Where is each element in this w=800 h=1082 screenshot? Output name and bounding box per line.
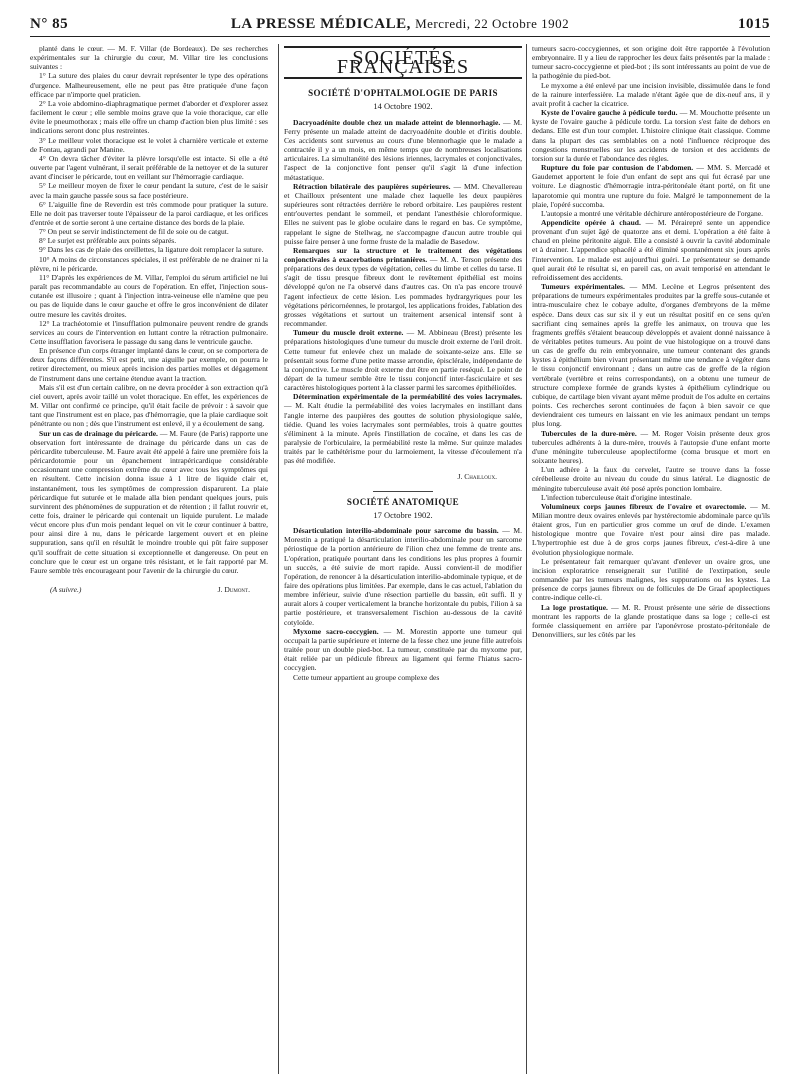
paragraph: Le présentateur fait remarquer qu'avant d'enlever un ovaire gros, une incision exploratrice renseignerait sur l'utilité de l'extirpation, seule commandée par les tumeurs malignes, les suppurations ou les kystes. La présence de corps jaunes fibreux ou de follicules de De Graaf apoplectiques contre-indique celle-ci.	[532, 556, 770, 603]
signature-line	[30, 575, 268, 594]
paragraph: L'infection tuberculeuse était d'origine intestinale.	[541, 492, 692, 502]
article-title: Dacryoadénite double chez un malade atteint de blennorhagie.	[293, 117, 501, 127]
article	[532, 429, 770, 466]
paragraph: 1° La suture des plaies du cœur devrait représenter le type des opérations d'urgence. Malheureusement, elle ne peut pas être pratiquée d'une façon efficace par n'importe quel praticien.	[30, 71, 268, 99]
article-body: — M. Morestin a pratiqué la désarticulation interilio-abdominale pour un sarcome périostique de la portion antérieure de l'ilion chez une femme de trente ans. L'opération, pratiquée pourtant dans les conditions les plus propres à fournir un succès, a été suivie de mort rapide. Aussi convient-il de modifier l'opération, de renoncer à la désarticulation interilio-abdominale typique, et de faire des opérations plus limitées. Par exemple, dans le cas actuel, l'ablation du membre inférieur, suivie d'une résection partielle du bassin, eût suffi. Il y aurait alors à couper verticalement la branche horizontale du pubis, l'ilion à sa partie postérieure, et transversalement l'ischion au-dessous de la cavité cotyloïde.	[284, 526, 522, 627]
article-body: — M. Morestin apporte une tumeur qui occupait la partie supérieure et interne de la fesse chez une jeune fille autrefois traitée pour un double pied-bot. La tumeur, constituée par du myxome pur, était reliée par un pédicule fibreux au ligament qui ferme l'hiatus sacro-coccygien.	[284, 626, 522, 673]
society-heading: SOCIÉTÉ ANATOMIQUE	[346, 496, 460, 507]
paragraph: 4° On devra tâcher d'éviter la plèvre lorsqu'elle est intacte. Si elle a été ouverte par l'agent vulnérant, il serait préférable de la nettoyer et de la suturer avant d'inciser le péricarde, tout en veillant sur l'hémorragie cardiaque.	[30, 153, 268, 182]
article-body: — MM. S. Mercadé et Gaudemet apportent le foie d'un enfant de sept ans qui fut écrasé par une voiture. Le diagnostic d'hémorragie intra-péritonéale étant porté, on fit une laparotomie qui montra une rupture du foie. Malgré le tamponnement de la plaie, l'opéré succomba.	[532, 163, 770, 209]
article	[284, 328, 522, 392]
article-title: Tumeur du muscle droit externe.	[293, 328, 404, 338]
column-1	[30, 44, 268, 1074]
paragraph: 6° L'aiguille fine de Reverdin est très commode pour pratiquer la suture. Elle ne doit pas traverser toute l'épaisseur de la paroi cardiaque, et les orifices d'entrée et de sortie seront à une certaine distance des bords de la plaie.	[30, 199, 268, 227]
article	[284, 182, 522, 246]
divider	[373, 491, 433, 492]
paragraph: Cette tumeur appartient au groupe complexe des	[293, 672, 440, 682]
article-body: — M. Pérairepré sente un appendice provenant d'un sujet âgé de quatorze ans et demi. L'opération a été faite à chaud en pleine péritonite aiguë. Elle a consisté à ouvrir la cavité abdominale et à drainer. L'appendice sphacélé a été éliminé spontanément six jours après l'intervention. Le malade est aujourd'hui guéri. Le présentateur se demande quel aurait été le résultat si, en pareil cas, on avait temporisé en attendant le refroidissement des accidents.	[532, 217, 770, 282]
article-title: Appendicite opérée à chaud.	[541, 217, 641, 227]
article-title: Tubercules de la dure-mère.	[541, 428, 637, 438]
paragraph: 8° Le surjet est préférable aux points séparés.	[39, 236, 177, 246]
article-body: — M. Kalt étudie la perméabilité des voies lacrymales en instillant dans l'angle interne des paupières des gouttes de solution physiologique salée, tiédie. Quand les voies lacrymales sont perméables, trois à quatre gouttes s'éliminent à la minute. Après l'instillation de cocaïne, et dans les cas de paralysie de l'orbiculaire, la perméabilité reste la même. Sur quinze malades traités par le cathétérisme pour du larmoiement, la vitesse d'écoulement n'a pas été modifiée.	[284, 401, 522, 466]
page-number: 1015	[738, 16, 770, 32]
to-be-continued: (A suivre.)	[50, 585, 82, 595]
article	[284, 392, 522, 465]
paragraph: tumeurs sacro-coccygiennes, et son origine doit être rapportée à l'évolution embryonnaire. Il y a lieu de rapprocher les deux faits présentés par la malade : tumeur sacro-coccygienne et pied-bot ; ils sont intéressants au point de vue de la pathogénie du pied-bot.	[532, 44, 770, 81]
article	[284, 246, 522, 328]
article	[532, 108, 770, 163]
article-title: Remarques sur la structure et le traitement des végétations conjonctivales à exacerbations printanières.	[284, 245, 522, 264]
masthead	[30, 16, 770, 33]
page-header	[30, 12, 770, 37]
article	[284, 627, 522, 673]
article-title: Détermination expérimentale de la perméabilité des voies lacrymales.	[293, 392, 522, 402]
paragraph: 3° Le meilleur volet thoracique est le volet à charnière verticale et externe de Fontau, agrandi par Manine.	[30, 135, 268, 154]
paragraph: L'un adhère à la faux du cervelet, l'autre se trouve dans la fosse cérébelleuse droite au niveau du coude du sinus latéral. Le diagnostic de méningite tuberculeuse avait été posé après ponction lombaire.	[532, 465, 770, 493]
article-body: — M. Abbineau (Brest) présente les préparations histologiques d'une tumeur du muscle droit externe de l'œil droit. Cette tumeur fut enlevée chez un malade de soixante-seize ans. Elle se présentait sous forme d'une petite masse arrondie, épisclérale, indépendante de la conjonctive. Le muscle droit externe dut être en partie reséqué. Le point de départ de la tumeur semble être le tissu conjonctif inter-fasciculaire et ses caractères histologiques portent à la classer parmi les sarcomes épithélioïdes.	[284, 328, 522, 393]
article-title: Rupture du foie par contusion de l'abdomen.	[541, 163, 694, 173]
article-body: — M. Mouchotte présente un kyste de l'ovaire gauche à pédicule tordu. La torsion s'est faite de dehors en dedans. Elle est d'un tour complet. L'histoire clinique était classique. Comme dans la plupart des cas semblables on a noté l'influence réciproque des congestions menstruelles sur les accidents de torsion et des accidents de torsion sur la durée et l'abondance des règles.	[532, 108, 770, 163]
paragraph: 5° Le meilleur moyen de fixer le cœur pendant la suture, c'est de le saisir avec la main gauche passée sous sa face postérieure.	[30, 181, 268, 200]
article	[532, 603, 770, 640]
section-banner: SOCIÉTÉS FRANÇAISES	[284, 46, 522, 79]
article	[532, 218, 770, 282]
session-date: 17 Octobre 1902.	[373, 509, 433, 520]
article-title: Tumeurs expérimentales.	[541, 282, 625, 292]
column-3	[526, 44, 770, 1074]
article-title: Désarticulation interilio-abdominale pour sarcome du bassin.	[293, 526, 499, 536]
paragraph: Le myxome a été enlevé par une incision invisible, dissimulée dans le fond de la rainure interfessière. La malade n'étant âgée que de dix-neuf ans, il y avait profit à cacher la cicatrice.	[532, 80, 770, 108]
paragraph: 10° A moins de circonstances spéciales, il est préférable de ne drainer ni la plèvre, ni le péricarde.	[30, 254, 268, 273]
issue-number: N° 85	[30, 16, 69, 32]
article-title: Volumineux corps jaunes fibreux de l'ovaire et ovarectomie.	[541, 501, 747, 511]
paragraph: 2° La voie abdomino-diaphragmatique permet d'aborder et d'explorer assez facilement le cœur ; elle semble moins grave que la voie thoracique, car elle évite le pneumothorax ; mais elle offre un champ d'action bien plus limité : ses indications seront donc plus restreintes.	[30, 98, 268, 136]
article-body: — M. Roger Voisin présente deux gros tubercules adhérents à la dure-mère, trouvés à l'autopsie d'une enfant morte d'une méningite tuberculeuse apoplectiforme (coma brusque et mort en soixante heures).	[532, 428, 770, 466]
article-body: — M. R. Proust présente une série de dissections montrant les rapports de la glande prostatique dans sa loge ; celle-ci est formée classiquement en arrière par l'aponévrose prostato-péritonéale de Denonvilliers, sur les côtés par les	[532, 602, 770, 639]
article-drainage	[30, 429, 268, 576]
article	[532, 282, 770, 429]
article-body: — MM. Chevallereau et Chailloux présentent une malade chez laquelle les deux paupières supérieures sont rétractées derrière le rebord orbitaire. Les paupières restent entr'ouvertes pendant le sommeil, et pendant l'anesthésie chloroformique. Elles ne suivent pas le globe oculaire dans le regard en bas. Ce symptôme, rappelant le signe de Stellwag, ne s'accompagne d'aucun autre trouble qui puisse faire penser à une forme fruste de la maladie de Basedow.	[284, 181, 522, 246]
paragraph: planté dans le cœur. — M. F. Villar (de Bordeaux). De ses recherches expérimentales sur la chirurgie du cœur, M. Villar tire les conclusions suivantes :	[30, 44, 268, 72]
author-signature: J. Dumont.	[217, 585, 250, 595]
column-2	[278, 44, 522, 1074]
article-title: Myxome sacro-coccygien.	[293, 626, 379, 636]
paragraph: 7° On peut se servir indistinctement de fil de soie ou de catgut.	[39, 227, 229, 237]
paragraph: Mais s'il est d'un certain calibre, on ne devra procéder à son extraction qu'à ciel ouvert, après avoir taillé un volet thoracique. En effet, les expériences de M. Villar ont confirmé ce principe, qu'il était facile de prévoir : à savoir que tant que l'instrument est en place, pas d'hémorragie, que la plaie cardiaque soit pénétrante ou non ; dès que l'instrument est enlevé, il y a écoulement de sang.	[30, 382, 268, 429]
article-body: — M. Milian montre deux ovaires enlevés par hystérectomie abdominale parce qu'ils étaient gros, l'un en particulier gros comme un œuf de dinde. L'examen histologique montre que l'ovaire n'est pour ainsi dire pas malade. L'hypertrophie est due à de gros corps jaunes fibreux, c'est-à-dire à une évolution physiologique normale.	[532, 501, 770, 557]
article-body: — M. Ferry présente un malade atteint de dacryoadénite double et d'iritis double. Ces accidents sont survenus au cours d'une blennorhagie que le malade a contractée il y a un mois, en même temps que de nombreuses localisations articulaires. La simultanéité des lésions iriennes, lacrymales et conjonctivales, l'aspect de la conjonctive font penser qu'il s'agit là d'une infection métastatique.	[284, 117, 522, 182]
article-body: — M. A. Terson présente des préparations des deux types de végétation, celles du limbe et celles du tarse. Il s'agit de tissu presque fibreux dont le revêtement épithélial est moins développé qu'on ne l'a observé dans d'autres cas. On n'a pas encore trouvé l'agent infectieux de cette lésion. Les pommades hydrargyriques pour les végétations péricornéennes, le protargol, les applications froides, l'ablation des grosses végétations et surtout un traitement arsenical intensif sont à recommander.	[284, 254, 522, 329]
author-signature: J. Chailloux.	[457, 471, 497, 481]
article-body: — M. Faure (de Paris) rapporte une observation fort intéressante de drainage du péricarde dans un cas de péricardite tuberculeuse. M. Faure avait été appelé à faire une première fois la péricardotomie pour un épanchement intrapéricardique considérable occasionnant une compression extrême du cœur avec tous les symptômes qui en résultent. Cette incision donna issue à 1 litre de liquide clair et, instantanément, tous les symptômes de compression disparurent. La plaie péricardique fut suturée et le malade alla bien pendant quelques jours, puis survinrent des phénomènes de suppuration et de rétention ; il fallut rouvrir et, cette fois, drainer le péricarde qui contenait un liquide purulent. Le malade vécut encore plus d'un mois pendant lequel on vit le cœur continuer à battre, pour ainsi dire à nu, dans le péricarde largement ouvert et en pleine suppuration, sans qu'il en résultât le moindre trouble qui pût faire supposer qu'il souffrait de cette situation si exceptionnelle et dangereuse. On peut en conclure que le cœur est un organe très résistant, et le fait rapporté par M. Faure semble très encourageant pour l'avenir de la chirurgie du cœur.	[30, 428, 268, 575]
issue-date: Mercredi, 22 Octobre 1902	[415, 16, 570, 31]
society-heading: SOCIÉTÉ D'OPHTALMOLOGIE DE PARIS	[308, 88, 498, 99]
article-title: La loge prostatique.	[541, 602, 608, 612]
paragraph: En présence d'un corps étranger implanté dans le cœur, on se comportera de deux façons différentes. S'il est petit, une aiguille par exemple, on pourra le retirer directement, ou mieux après incision des parties molles et dégagement de l'instrument dans une certaine étendue avant la traction.	[30, 346, 268, 383]
paragraph: 12° La trachéotomie et l'insufflation pulmonaire peuvent rendre de grands services au cours de l'intervention en luttant contre la rétraction pulmonaire. Cette insufflation favorisera le passage du sang dans le ventricule gauche.	[30, 318, 268, 346]
article-title: Rétraction bilatérale des paupières supérieures.	[293, 181, 451, 191]
article	[284, 526, 522, 627]
session-date: 14 Octobre 1902.	[373, 101, 433, 112]
article-body: — MM. Lecène et Legros présentent des préparations de tumeurs expérimentales produites par la greffe sous-cutanée et intra-musculaire chez le cobaye adulte, d'organes d'embryons de la même espèce. Dans deux cas sur six il y eut un résultat positif en ce sens qu'en sacrifiant cinq semaines après la greffe les animaux, on trouva que les fragments greffés s'étaient beaucoup développés et avaient donné naissance à de véritables petites tumeurs. Au point de vue histologique on a trouvé dans un cas de greffe du rein embryonnaire, une tumeur contenant des grands kystes à épithélium bien vivant présentant même une tendance à végéter dans le tissu conjonctif environnant ; dans un autre cas de greffe de la région vertébrale (vertèbre et reins correspondants), on a obtenu une tumeur de structure complexe formée de grands kystes à épithélium cylindrique ou cubique, de cartilage bien vivant ayant même produit de l'os adulte en certains points. Ces recherches seront continuées de façon à bien savoir ce que deviendraient ces tumeurs en laissant en vie les animaux pendant un temps plus long.	[532, 282, 770, 429]
journal-name: LA PRESSE MÉDICALE,	[230, 16, 411, 32]
paragraph: 11° D'après les expériences de M. Villar, l'emploi du sérum artificiel ne lui paraît pas recommandable au cours de l'opération. En effet, l'injection sous-cutanée est illusoire ; quant à l'injection intra-veineuse elle n'amène que peu ou pas de liquide dans le cœur gauche et offre le gros inconvénient de dilater outre mesure les cavités droites.	[30, 272, 268, 319]
article	[284, 118, 522, 182]
article-title: Sur un cas de drainage du péricarde.	[39, 428, 158, 438]
article	[532, 163, 770, 209]
article	[532, 502, 770, 557]
paragraph: 9° Dans les cas de plaie des oreillettes, la ligature doit remplacer la suture.	[39, 245, 264, 255]
article-title: Kyste de l'ovaire gauche à pédicule tordu.	[541, 108, 678, 118]
paragraph: L'autopsie a montré une véritable déchirure antéropostérieure de l'organe.	[541, 208, 763, 218]
columns	[30, 44, 770, 1074]
